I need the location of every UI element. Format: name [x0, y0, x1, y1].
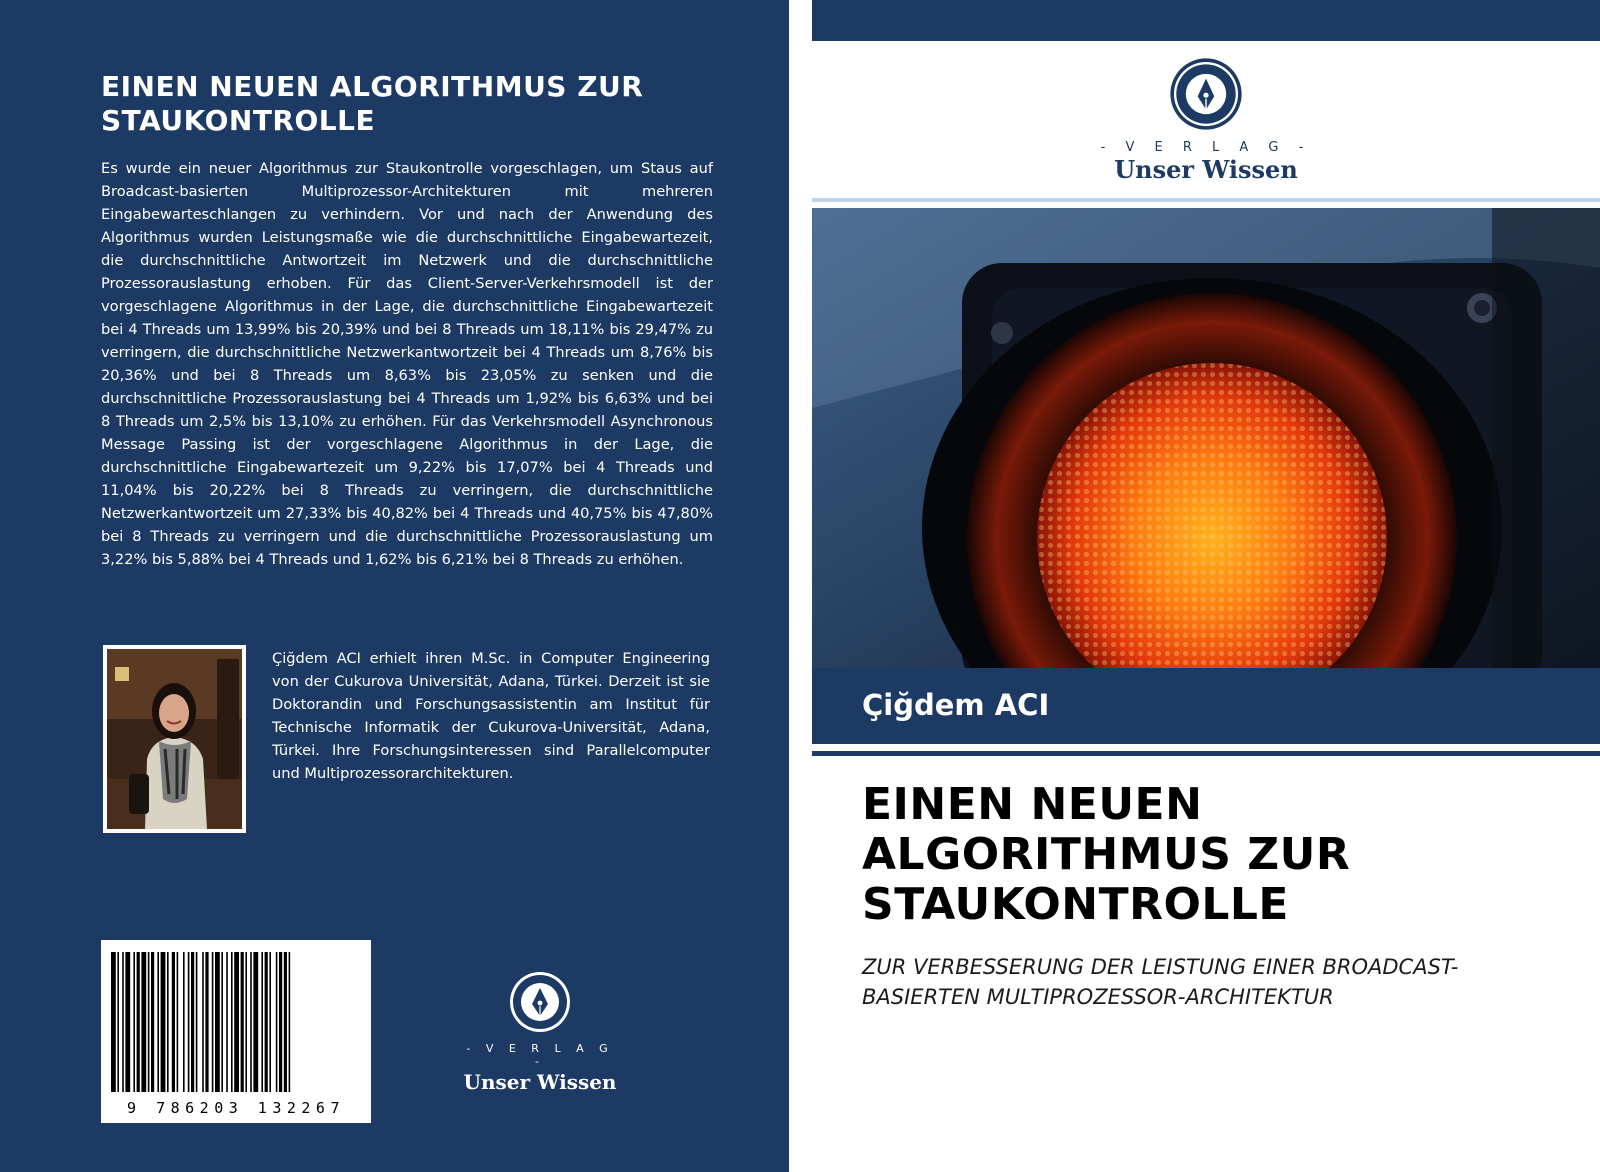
author-band-rule: [812, 751, 1600, 756]
unser-wissen-emblem-icon: [508, 970, 572, 1034]
isbn-digits: 9 786203 132267: [127, 1099, 345, 1117]
back-publisher-logo: [460, 970, 620, 1094]
front-publisher-name: Unser Wissen: [1114, 155, 1298, 184]
front-verlag-label: - V E R L A G -: [1100, 140, 1312, 155]
front-cover: [812, 0, 1600, 1172]
front-cover-title: EINEN NEUEN ALGORITHMUS ZUR STAUKONTROLLE: [862, 779, 1351, 930]
barcode-icon: [101, 940, 371, 1123]
author-band: [812, 668, 1600, 744]
back-publisher-name: Unser Wissen: [463, 1070, 617, 1094]
isbn-barcode: [101, 940, 371, 1123]
traffic-light-photo: [812, 208, 1600, 668]
back-cover-abstract: Es wurde ein neuer Algorithmus zur Staukontrolle vorgeschlagen, um Staus auf Broadcast-basierten Multiprozessor-Architekturen mit mehreren Eingabewarteschlangen zu verhindern. Vor und nach der Anwendung des Algorithmus wurden Leistungsmaße wie die durchschnittliche Eingabewartezeit, die durchschnittliche Antwortzeit im Netzwerk und die durchschnittliche Prozessorauslastung erhoben. Für das Client-Server-Verkehrsmodell ist der vorgeschlagene Algorithmus in der Lage, die durchschnittliche Eingabewartezeit bei 4 Threads um 13,99% bis 20,39% und bei 8 Threads um 18,11% bis 29,47% zu verringern, die durchschnittliche Netzwerkantwortzeit bei 4 Threads um 8,76% bis 20,36% und bei 8 Threads um 8,63% bis 23,05% zu senken und die durchschnittliche Prozessorauslastung bei 4 Threads um 1,92% bis 6,63% und bei 8 Threads um 2,5% bis 13,10% zu erhöhen. Für das Verkehrsmodell Asynchronous Message Passing ist der vorgeschlagene Algorithmus in der Lage, die durchschnittliche Eingabewartezeit um 9,22% bis 17,07% bei 4 Threads und 11,04% bis 20,22% bei 8 Threads zu verringern, die durchschnittliche Netzwerkantwortzeit um 27,33% bis 40,82% bei 4 Threads und 40,75% bis 47,80% bei 8 Threads zu verringern und die durchschnittliche Prozessorauslastung um 3,22% bis 5,88% bei 4 Threads und 1,62% bis 6,21% bei 8 Threads zu erhöhen.: [101, 160, 713, 568]
author-bio: Çiğdem ACI erhielt ihren M.Sc. in Computer Engineering von der Cukurova Universität, Adana, Türkei. Derzeit ist sie Doktorandin und Forschungsassistentin am Institut für Technische Informatik der Cukurova-Universität, Adana, Türkei. Ihre Forschungsinteressen sind Parallelcomputer und Multiprozessorarchitekturen.: [272, 650, 710, 782]
front-author-name: Çiğdem ACI: [862, 688, 1050, 722]
author-photo: [103, 645, 246, 833]
photo-top-rule: [812, 198, 1600, 202]
front-top-bar: [812, 0, 1600, 41]
back-verlag-label: - V E R L A G -: [466, 1042, 614, 1068]
back-cover: [0, 0, 789, 1172]
front-publisher-logo: [812, 56, 1600, 184]
unser-wissen-emblem-icon: [1168, 56, 1244, 132]
spine: [789, 0, 812, 1172]
back-cover-title: EINEN NEUEN ALGORITHMUS ZUR STAUKONTROLLE: [101, 70, 644, 137]
front-cover-subtitle: ZUR VERBESSERUNG DER LEISTUNG EINER BROADCAST-BASIERTEN MULTIPROZESSOR-ARCHITEKTUR: [862, 955, 1459, 1009]
